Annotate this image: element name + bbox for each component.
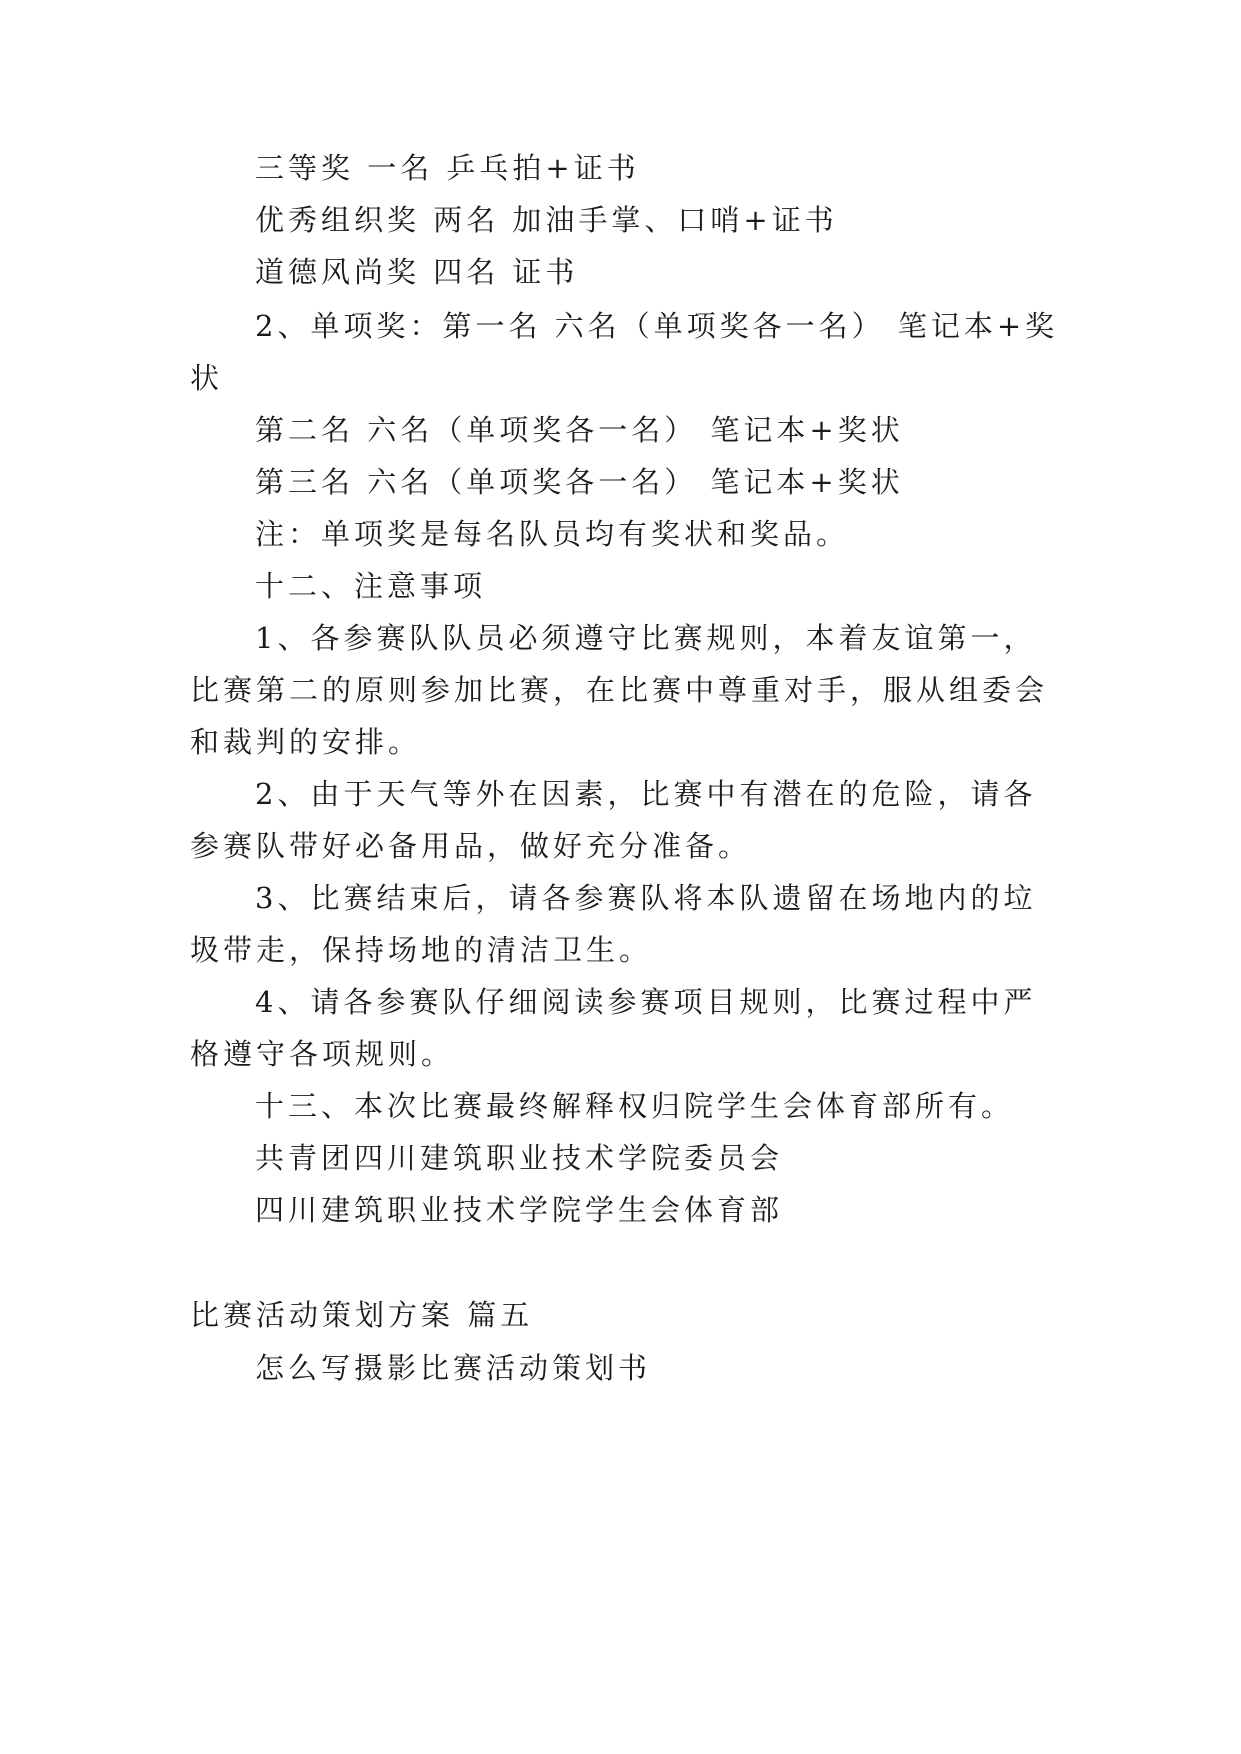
section-heading-13: 十三、本次比赛最终解释权归院学生会体育部所有。	[255, 1089, 1015, 1123]
award-third-prize: 三等奖 一名 乒乓拍+证书	[255, 151, 640, 185]
notice-1-line-2: 比赛第二的原则参加比赛，在比赛中尊重对手，服从组委会	[190, 673, 1049, 707]
notice-2-line-1: 2、由于天气等外在因素，比赛中有潜在的危险，请各	[255, 777, 1037, 811]
notice-1-line-3: 和裁判的安排。	[190, 725, 422, 759]
notice-2-line-2: 参赛队带好必备用品，做好充分准备。	[190, 829, 752, 863]
award-organization: 优秀组织奖 两名 加油手掌、口哨+证书	[255, 203, 838, 237]
notice-4-line-2: 格遵守各项规则。	[190, 1037, 455, 1071]
single-award-second: 第二名 六名（单项奖各一名） 笔记本+奖状	[255, 413, 904, 447]
signature-league-committee: 共青团四川建筑职业技术学院委员会	[255, 1141, 784, 1175]
section-heading-12: 十二、注意事项	[255, 569, 487, 603]
single-award-third: 第三名 六名（单项奖各一名） 笔记本+奖状	[255, 465, 904, 499]
notice-3-line-1: 3、比赛结束后，请各参赛队将本队遗留在场地内的垃	[255, 881, 1037, 915]
signature-sports-department: 四川建筑职业技术学院学生会体育部	[255, 1193, 784, 1227]
section-title-part-five: 比赛活动策划方案 篇五	[190, 1298, 534, 1332]
single-award-first: 2、单项奖：第一名 六名（单项奖各一名） 笔记本+奖	[255, 309, 1059, 343]
subtitle-photo-contest: 怎么写摄影比赛活动策划书	[255, 1351, 652, 1385]
notice-4-line-1: 4、请各参赛队仔细阅读参赛项目规则，比赛过程中严	[255, 985, 1037, 1019]
notice-1-line-1: 1、各参赛队队员必须遵守比赛规则，本着友谊第一，	[255, 621, 1037, 655]
single-award-first-wrap: 状	[190, 361, 224, 395]
award-sportsmanship: 道德风尚奖 四名 证书	[255, 255, 579, 289]
award-note: 注：单项奖是每名队员均有奖状和奖品。	[255, 517, 850, 551]
notice-3-line-2: 圾带走，保持场地的清洁卫生。	[190, 933, 653, 967]
